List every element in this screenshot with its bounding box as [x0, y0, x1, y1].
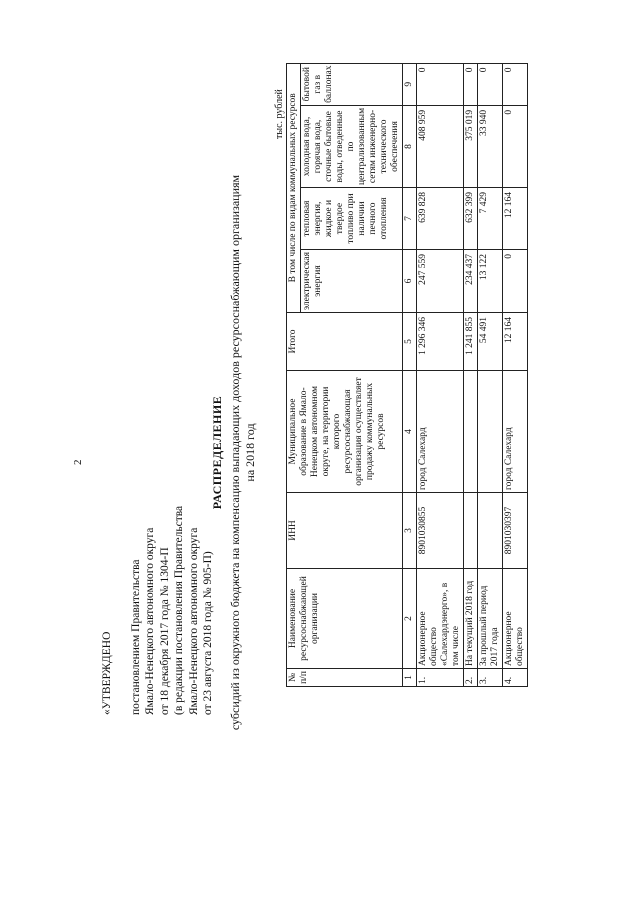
row-num: 2.	[464, 669, 478, 687]
row-municipality: город Салехард	[503, 371, 528, 493]
row-num: 1.	[417, 669, 464, 687]
row-total: 12 164	[503, 313, 528, 371]
row-org: Акционерное общество	[503, 569, 528, 669]
row-water: 33 940	[478, 105, 503, 187]
column-number: 6	[403, 250, 417, 313]
row-municipality: город Салехард	[417, 371, 464, 493]
row-org: Акционерное общество «Салехардэнерго», в том числе	[417, 569, 464, 669]
page-number: 2	[72, 459, 84, 465]
row-gas: 0	[478, 63, 503, 105]
row-municipality	[464, 371, 478, 493]
column-number: 9	[403, 63, 417, 105]
row-electric: 234 437	[464, 250, 478, 313]
approval-line: постановлением Правительства	[129, 559, 142, 715]
column-number: 8	[403, 105, 417, 187]
column-number: 7	[403, 188, 417, 250]
row-num: 4.	[503, 669, 528, 687]
row-inn: 8901030397	[503, 493, 528, 569]
document-subtitle: субсидий из окружного бюджета на компенсацию выпадающих доходов ресурсоснабжающим организациям	[228, 174, 242, 731]
column-number: 5	[403, 313, 417, 371]
approval-heading: «УТВЕРЖДЕНО	[101, 631, 113, 715]
header-group: В том числе по видам коммунальных ресурсов	[287, 63, 301, 312]
row-heat: 7 429	[478, 188, 503, 250]
row-inn: 8901030855	[417, 493, 464, 569]
approval-line: от 23 августа 2018 года № 905-П)	[202, 551, 214, 715]
document-subtitle-year: на 2018 год	[243, 423, 257, 482]
approval-line: от 18 декабря 2017 года № 1304-П	[158, 547, 171, 715]
header-water: холодная вода, горячая вода, сточные бытовые воды, отведенные по централизованным сетям инженерно-технического обеспечения	[301, 105, 403, 187]
row-inn	[478, 493, 503, 569]
header-electric: электрическая энергия	[301, 250, 403, 313]
approval-line: Ямало-Ненецкого автономного округа	[187, 527, 200, 715]
column-number: 3	[403, 493, 417, 569]
header-heat: тепловая энергия, жидкое и твердое топливо при наличии печного отопления	[301, 188, 403, 250]
header-municipality: Муниципальное образование в Ямало-Ненецком автономном округе, на территории которого ресурсоснабжающая организация осуществляет продажу коммунальных ресурсов	[287, 371, 403, 493]
header-inn: ИНН	[287, 493, 403, 569]
row-water: 375 019	[464, 105, 478, 187]
row-total: 1 241 855	[464, 313, 478, 371]
approval-line: Ямало-Ненецкого автономного округа	[144, 527, 156, 715]
column-number: 2	[403, 569, 417, 669]
row-water: 408 959	[417, 105, 464, 187]
row-electric: 247 559	[417, 250, 464, 313]
row-gas: 0	[417, 63, 464, 105]
document-title: РАСПРЕДЕЛЕНИЕ	[210, 395, 224, 510]
row-org: За прошлый период 2017 года	[478, 569, 503, 669]
column-number: 4	[403, 371, 417, 493]
header-row	[287, 63, 301, 686]
approval-stamp	[100, 506, 216, 715]
row-org: На текущий 2018 год	[464, 569, 478, 669]
approval-line: (в редакции постановления Правительства	[173, 505, 185, 715]
row-num: 3.	[478, 669, 503, 687]
header-org: Наименование ресурсоснабжающей организации	[287, 569, 403, 669]
distribution-table	[286, 63, 528, 687]
table-row	[478, 63, 503, 686]
row-heat: 12 164	[503, 188, 528, 250]
row-total: 1 296 346	[417, 313, 464, 371]
row-electric: 0	[503, 250, 528, 313]
column-number-row	[403, 63, 417, 686]
row-electric: 13 122	[478, 250, 503, 313]
row-gas: 0	[464, 63, 478, 105]
header-gas: бытовой газ в баллонах	[301, 63, 403, 105]
header-num: № п/п	[287, 669, 403, 687]
row-inn	[464, 493, 478, 569]
column-number: 1	[403, 669, 417, 687]
row-heat: 632 399	[464, 188, 478, 250]
header-total: Итого	[287, 313, 403, 371]
table-row	[464, 63, 478, 686]
row-gas: 0	[503, 63, 528, 105]
row-municipality	[478, 371, 503, 493]
units-label: тыс. рублей	[274, 89, 285, 139]
row-heat: 639 828	[417, 188, 464, 250]
row-water: 0	[503, 105, 528, 187]
table-row	[503, 63, 528, 686]
table-row	[417, 63, 464, 686]
row-total: 54 491	[478, 313, 503, 371]
